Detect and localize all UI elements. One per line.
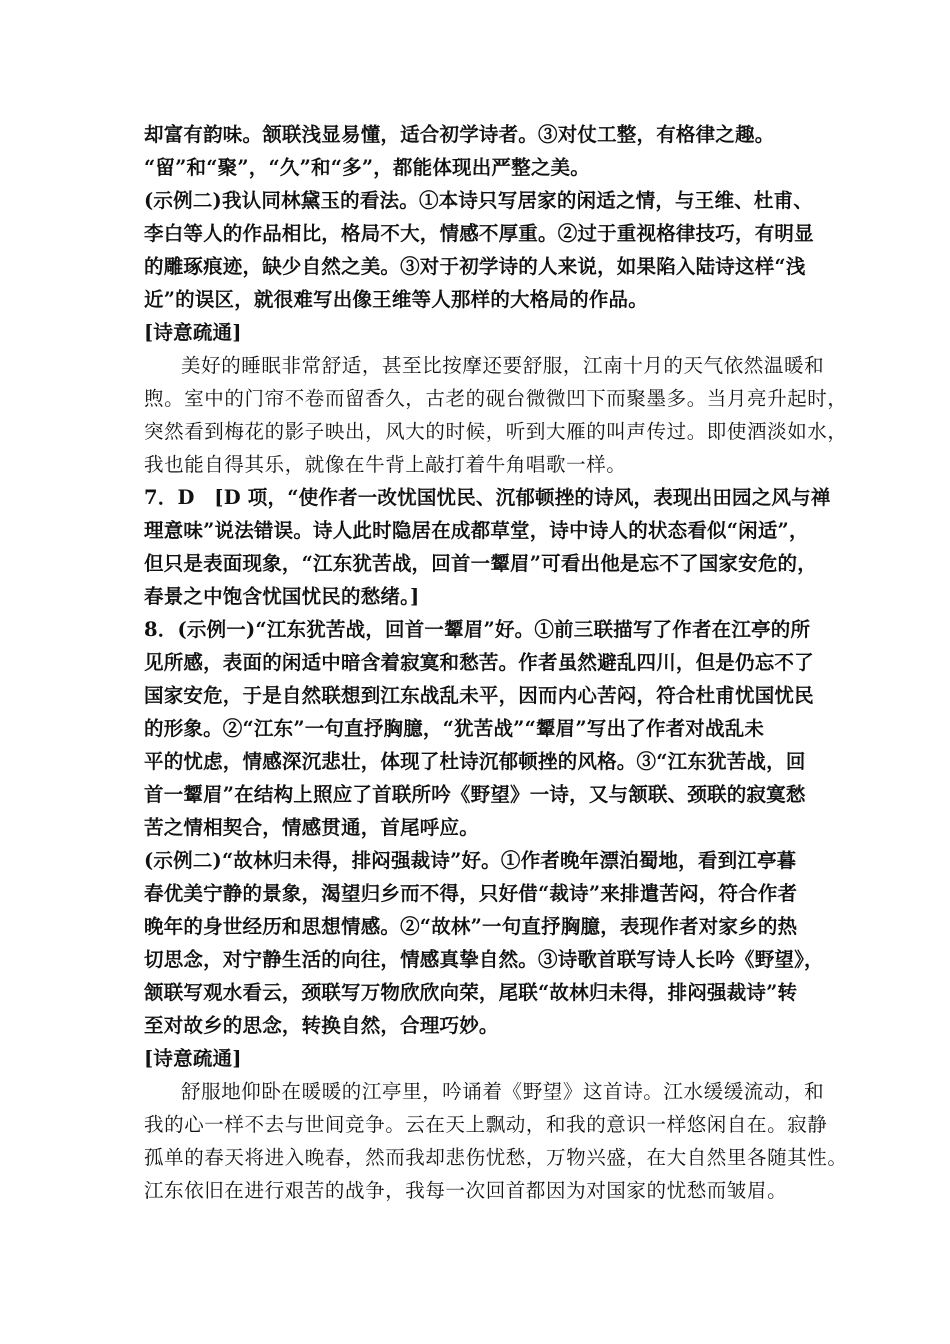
- text-line: 春景之中饱含忧国忧民的愁绪。]: [144, 585, 420, 608]
- text-line: 但只是表面现象，“江东犹苦战，回首一颦眉”可看出他是忘不了国家安危的，: [144, 552, 817, 575]
- text-line: 的雕琢痕迹，缺少自然之美。③对于初学诗的人来说，如果陷入陆诗这样“浅: [144, 255, 806, 278]
- text-line: 我的心一样不去与世间竞争。云在天上飘动，和我的意识一样悠闲自在。寂静: [144, 1113, 828, 1136]
- text-line: 苦之情相契合，情感贯通，首尾呼应。: [144, 816, 479, 839]
- text-line: 颔联写观水看云，颈联写万物欣欣向荣，尾联“故林归未得，排闷强裁诗”转: [144, 981, 798, 1004]
- text-line: 煦。室中的门帘不卷而留香久，古老的砚台微微凹下而聚墨多。当月亮升起时，: [144, 387, 848, 410]
- answer-8-sample-two: [144, 844, 824, 1042]
- text-line: 的形象。②“江东”一句直抒胸臆，“犹苦战”“颦眉”写出了作者对战乱未: [144, 717, 765, 740]
- text-line: 理意味”说法错误。诗人此时隐居在成都草堂，诗中诗人的状态看似“闲适”，: [144, 519, 809, 542]
- text-line: 近”的误区，就很难写出像王维等人那样的大格局的作品。: [144, 288, 648, 311]
- text-line: 却富有韵味。颔联浅显易懂，适合初学诗者。③对仗工整，有格律之趣。: [144, 123, 775, 146]
- text-line: 8．(示例一)“江东犹苦战，回首一颦眉”好。①前三联描写了作者在江亭的所: [144, 618, 811, 641]
- text-line: 我也能自得其乐，就像在牛背上敲打着牛角唱歌一样。: [144, 453, 627, 476]
- text-line: 晚年的身世经历和思想情感。②“故林”一句直抒胸臆，表现作者对家乡的热: [144, 915, 798, 938]
- answer-7: [144, 481, 831, 613]
- poem-meaning-paragraph-2: [144, 1075, 848, 1207]
- poem-meaning-heading-2: [144, 1042, 820, 1075]
- text-line: 见所感，表面的闲适中暗含着寂寞和愁苦。作者虽然避乱四川，但是仍忘不了: [144, 651, 814, 674]
- text-line: “留”和“聚”，“久”和“多”，都能体现出严整之美。: [144, 156, 590, 179]
- text-line: (示例二)我认同林黛玉的看法。①本诗只写居家的闲适之情，与王维、杜甫、: [144, 189, 813, 212]
- text-line: 李白等人的作品相比，格局不大，情感不厚重。②过于重视格律技巧，有明显: [144, 222, 814, 245]
- poem-meaning-paragraph-1: [144, 349, 848, 481]
- text-line: [诗意疏通]: [144, 321, 242, 344]
- text-line: 美好的睡眠非常舒适，甚至比按摩还要舒服，江南十月的天气依然温暖和: [181, 354, 825, 377]
- text-line: (示例二)“故林归未得，排闷强裁诗”好。①作者晚年漂泊蜀地，看到江亭暮: [144, 849, 797, 872]
- text-line: 春优美宁静的景象，渴望归乡而不得，只好借“裁诗”来排遣苦闷，符合作者: [144, 882, 798, 905]
- answer-8-sample-one: [144, 613, 820, 844]
- text-line: 舒服地仰卧在暖暖的江亭里，吟诵着《野望》这首诗。江水缓缓流动，和: [181, 1080, 825, 1103]
- text-line: 平的忧虑，情感深沉悲壮，体现了杜诗沉郁顿挫的风格。③“江东犹苦战，回: [144, 750, 806, 773]
- text-line: 7．D [D 项，“使作者一改忧国忧民、沉郁顿挫的诗风，表现出田园之风与禅: [144, 486, 831, 509]
- text-line: 突然看到梅花的影子映出，风大的时候，听到大雁的叫声传过。即使酒淡如水，: [144, 420, 848, 443]
- document-page: [144, 118, 848, 1207]
- text-line: 江东依旧在进行艰苦的战争，我每一次回首都因为对国家的忧愁而皱眉。: [144, 1179, 788, 1202]
- answer-6-sample-two: [144, 184, 820, 316]
- text-line: 孤单的春天将进入晚春，然而我却悲伤忧愁，万物兴盛，在大自然里各随其性。: [144, 1146, 848, 1169]
- text-line: 切思念，对宁静生活的向往，情感真挚自然。③诗歌首联写诗人长吟《野望》，: [144, 948, 824, 971]
- text-line: 至对故乡的思念，转换自然，合理巧妙。: [144, 1014, 499, 1037]
- text-line: 国家安危，于是自然联想到江东战乱未平，因而内心苦闷，符合杜甫忧国忧民: [144, 684, 814, 707]
- answer-6-sample-one-continued: [144, 118, 820, 184]
- text-line: [诗意疏通]: [144, 1047, 242, 1070]
- poem-meaning-heading-1: [144, 316, 820, 349]
- text-line: 首一颦眉”在结构上照应了首联所吟《野望》一诗，又与颔联、颈联的寂寞愁: [144, 783, 806, 806]
